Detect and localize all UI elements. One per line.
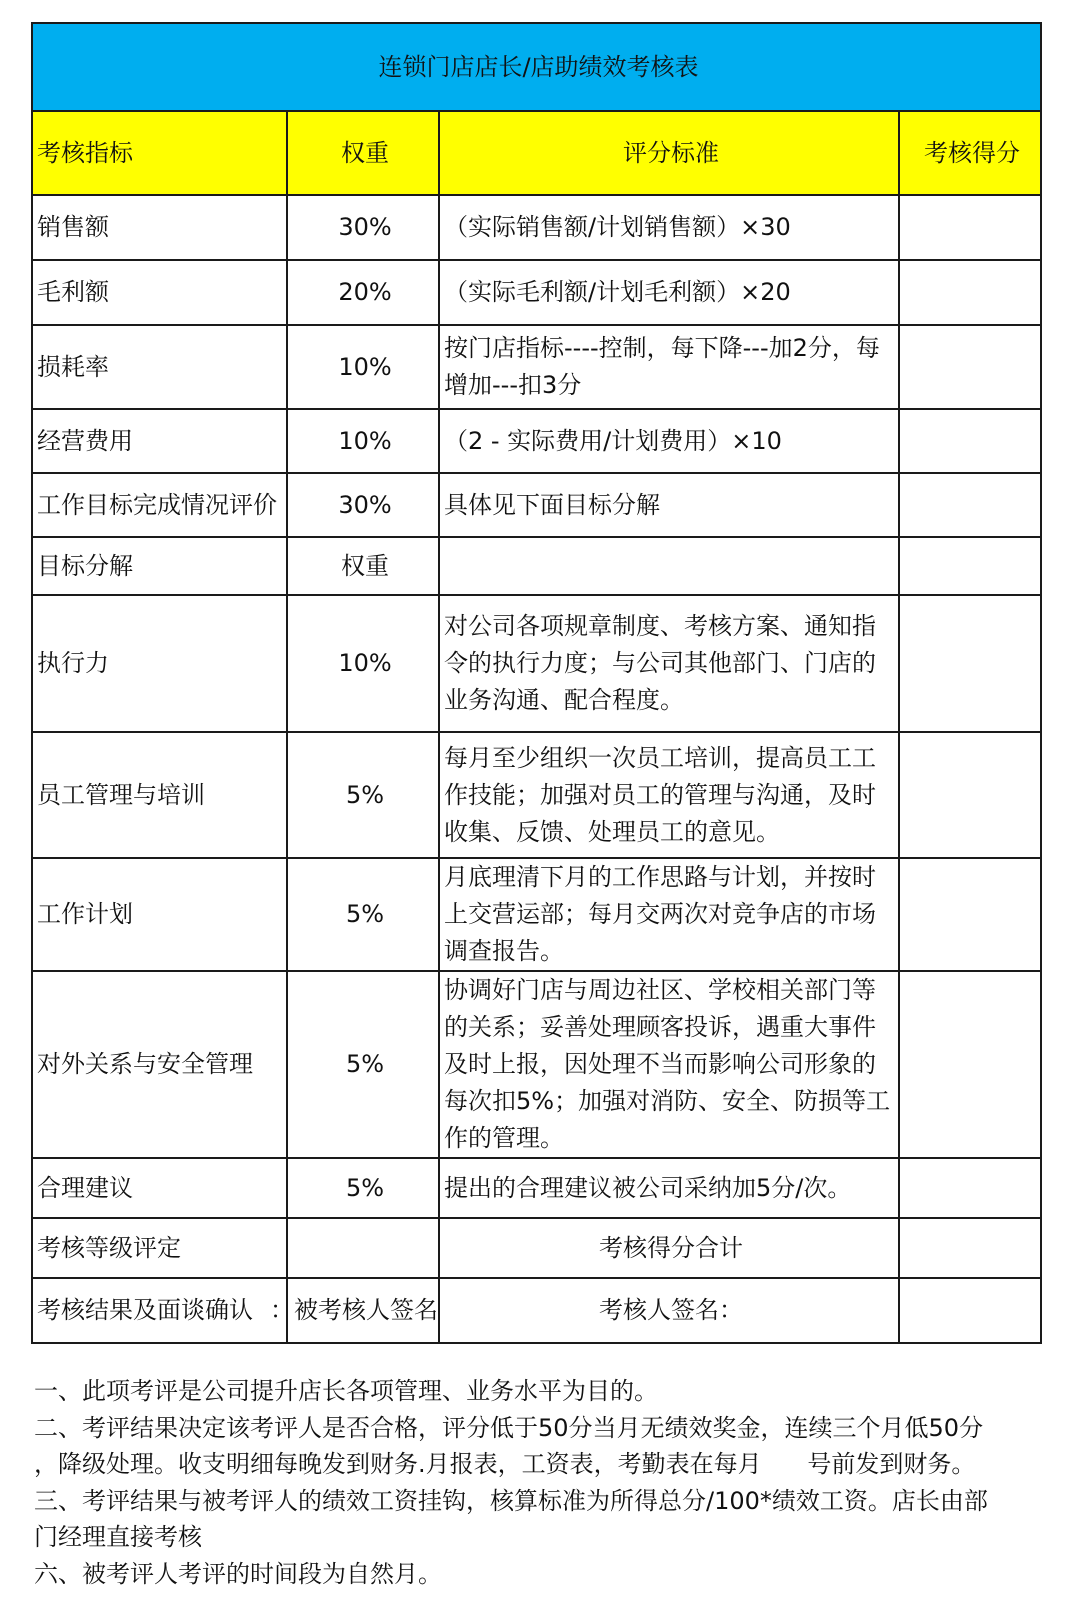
note-line: ，降级处理。收支明细每晚发到财务.月报表，工资表，考勤表在每月 号前发到财务。 bbox=[34, 1450, 976, 1479]
row-score-cell[interactable] bbox=[899, 595, 1041, 732]
table-row bbox=[32, 195, 1041, 260]
header-score: 考核得分 bbox=[899, 111, 1041, 195]
table-row bbox=[32, 732, 1041, 858]
grade-row bbox=[32, 1218, 1041, 1278]
row-criteria: 对公司各项规章制度、考核方案、通知指令的执行力度；与公司其他部门、门店的业务沟通、配合程度。 bbox=[439, 595, 899, 732]
row-weight: 30% bbox=[287, 195, 439, 260]
examinee-signature-label[interactable]: 被考核人签名： bbox=[287, 1278, 439, 1343]
table-row bbox=[32, 595, 1041, 732]
row-criteria: 协调好门店与周边社区、学校相关部门等的关系；妥善处理顾客投诉，遇重大事件及时上报，因处理不当而影响公司形象的每次扣5%；加强对消防、安全、防损等工作的管理。 bbox=[439, 971, 899, 1158]
table-row bbox=[32, 858, 1041, 971]
row-score-cell[interactable] bbox=[899, 473, 1041, 537]
confirm-label: 考核结果及面谈确认 bbox=[32, 1278, 287, 1343]
row-criteria: 按门店指标----控制，每下降---加2分，每增加---扣3分 bbox=[439, 325, 899, 409]
row-score-cell[interactable] bbox=[899, 409, 1041, 473]
grade-label: 考核等级评定 bbox=[32, 1218, 287, 1278]
row-score-cell[interactable] bbox=[899, 537, 1041, 595]
row-weight: 10% bbox=[287, 595, 439, 732]
table-row bbox=[32, 409, 1041, 473]
row-indicator: 工作计划 bbox=[32, 858, 287, 971]
notes-section bbox=[34, 1373, 1044, 1593]
row-weight: 10% bbox=[287, 409, 439, 473]
grade-value-cell[interactable] bbox=[287, 1218, 439, 1278]
row-indicator: 毛利额 bbox=[32, 260, 287, 325]
row-score-cell[interactable] bbox=[899, 325, 1041, 409]
table-row bbox=[32, 325, 1041, 409]
row-criteria: 每月至少组织一次员工培训，提高员工工作技能；加强对员工的管理与沟通，及时收集、反馈、处理员工的意见。 bbox=[439, 732, 899, 858]
confirm-empty-cell bbox=[899, 1278, 1041, 1343]
row-score-cell[interactable] bbox=[899, 1158, 1041, 1218]
note-line: 六、被考评人考评的时间段为自然月。 bbox=[34, 1559, 442, 1588]
row-criteria: （2 - 实际费用/计划费用）×10 bbox=[439, 409, 899, 473]
row-score-cell[interactable] bbox=[899, 260, 1041, 325]
row-weight: 5% bbox=[287, 732, 439, 858]
table-row bbox=[32, 971, 1041, 1158]
row-score-cell[interactable] bbox=[899, 971, 1041, 1158]
row-indicator: 经营费用 bbox=[32, 409, 287, 473]
total-score-cell[interactable] bbox=[899, 1218, 1041, 1278]
row-criteria bbox=[439, 537, 899, 595]
header-indicator: 考核指标 bbox=[32, 111, 287, 195]
row-criteria: 月底理清下月的工作思路与计划，并按时上交营运部；每月交两次对竞争店的市场调查报告。 bbox=[439, 858, 899, 971]
row-criteria: 具体见下面目标分解 bbox=[439, 473, 899, 537]
row-weight: 10% bbox=[287, 325, 439, 409]
row-criteria: （实际销售额/计划销售额）×30 bbox=[439, 195, 899, 260]
header-criteria: 评分标准 bbox=[439, 111, 899, 195]
row-weight: 20% bbox=[287, 260, 439, 325]
row-criteria: 提出的合理建议被公司采纳加5分/次。 bbox=[439, 1158, 899, 1218]
row-indicator: 工作目标完成情况评价 bbox=[32, 473, 287, 537]
row-indicator: 销售额 bbox=[32, 195, 287, 260]
header-weight: 权重 bbox=[287, 111, 439, 195]
table-row bbox=[32, 260, 1041, 325]
table-row bbox=[32, 537, 1041, 595]
title-row bbox=[32, 23, 1041, 111]
performance-table bbox=[31, 22, 1042, 1344]
row-score-cell[interactable] bbox=[899, 195, 1041, 260]
row-indicator: 损耗率 bbox=[32, 325, 287, 409]
row-weight: 权重 bbox=[287, 537, 439, 595]
note-line: 门经理直接考核 bbox=[34, 1523, 202, 1552]
row-weight: 30% bbox=[287, 473, 439, 537]
row-indicator: 员工管理与培训 bbox=[32, 732, 287, 858]
row-score-cell[interactable] bbox=[899, 732, 1041, 858]
total-score-label: 考核得分合计 bbox=[439, 1218, 899, 1278]
row-weight: 5% bbox=[287, 1158, 439, 1218]
note-line: 三、考评结果与被考评人的绩效工资挂钩，核算标准为所得总分/100*绩效工资。店长由部 bbox=[34, 1486, 988, 1515]
row-indicator: 合理建议 bbox=[32, 1158, 287, 1218]
examiner-signature-label[interactable]: 考核人签名： bbox=[439, 1278, 899, 1343]
row-indicator: 执行力 bbox=[32, 595, 287, 732]
table-row bbox=[32, 1158, 1041, 1218]
confirm-row bbox=[32, 1278, 1041, 1343]
row-weight: 5% bbox=[287, 971, 439, 1158]
table-title: 连锁门店店长/店助绩效考核表 bbox=[32, 23, 1041, 111]
row-score-cell[interactable] bbox=[899, 858, 1041, 971]
note-line: 一、此项考评是公司提升店长各项管理、业务水平为目的。 bbox=[34, 1377, 658, 1405]
row-weight: 5% bbox=[287, 858, 439, 971]
header-row bbox=[32, 111, 1041, 195]
note-line: 二、考评结果决定该考评人是否合格，评分低于50分当月无绩效奖金，连续三个月低50分 bbox=[34, 1413, 984, 1442]
row-indicator: 目标分解 bbox=[32, 537, 287, 595]
table-row bbox=[32, 473, 1041, 537]
row-criteria: （实际毛利额/计划毛利额）×20 bbox=[439, 260, 899, 325]
row-indicator: 对外关系与安全管理 bbox=[32, 971, 287, 1158]
